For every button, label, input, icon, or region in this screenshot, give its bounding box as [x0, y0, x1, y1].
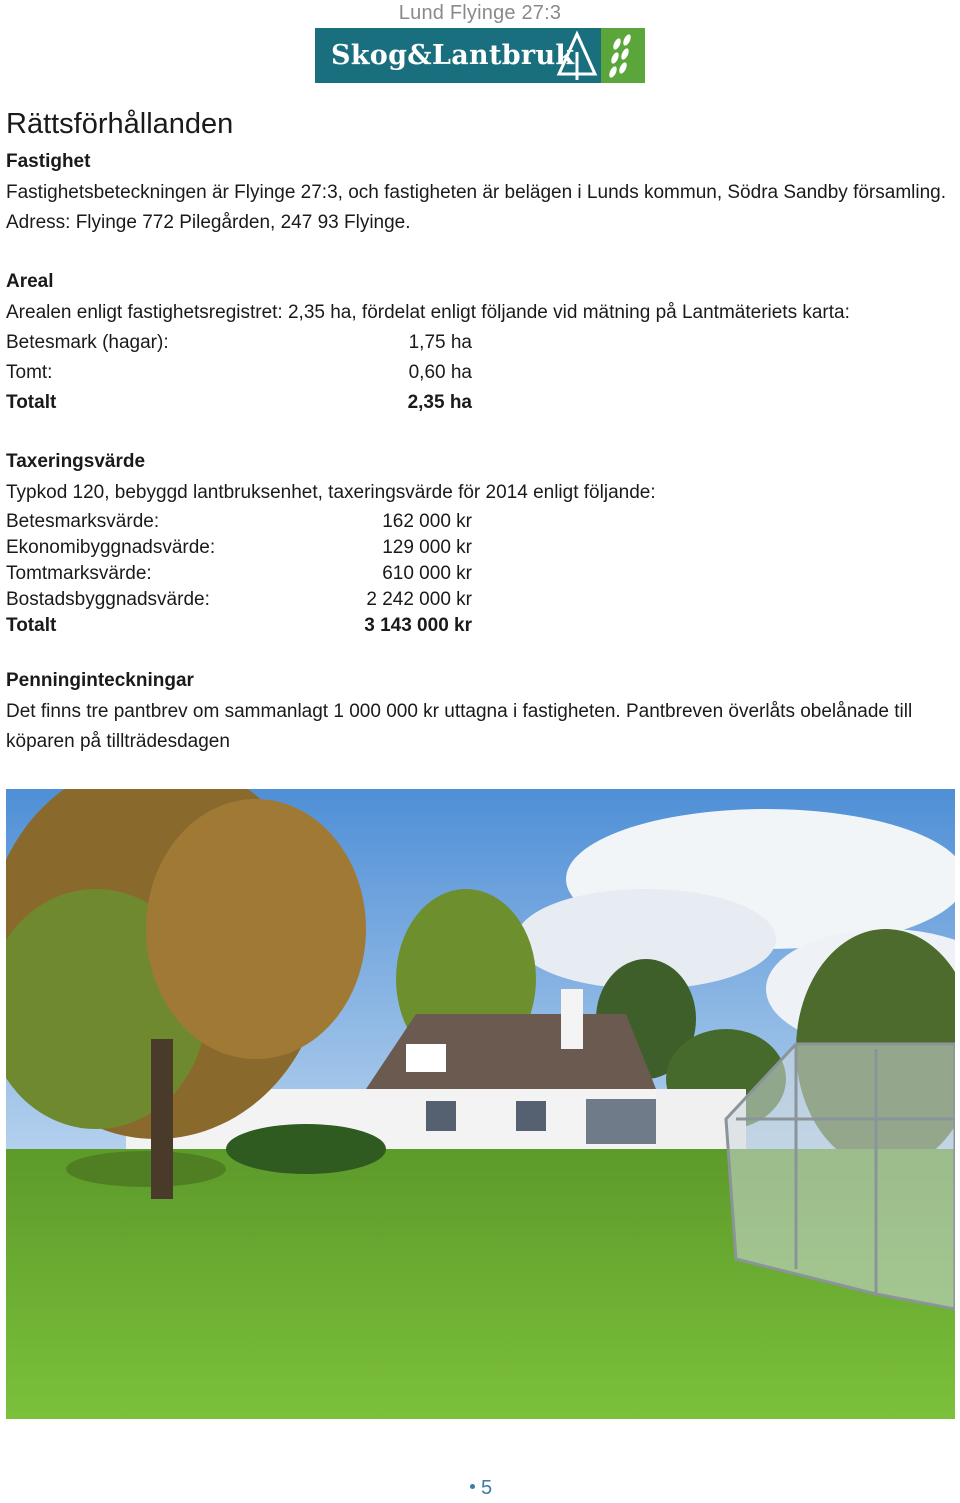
- fastighet-heading: Fastighet: [6, 151, 91, 172]
- logo-text: Skog&Lantbruk: [331, 40, 575, 71]
- pant-text: Det finns tre pantbrev om sammanlagt 1 000 000 kr uttagna i fastigheten. Pantbreven överlåts obelånade till köparen på tillträdesdagen: [6, 701, 913, 752]
- taxering-row: [6, 563, 472, 589]
- taxering-heading: Taxeringsvärde: [6, 451, 146, 472]
- areal-total-row: [6, 392, 472, 418]
- areal-row-value: 0,60 ha: [408, 362, 472, 383]
- areal-row: [6, 332, 472, 358]
- property-photo: [6, 789, 955, 1419]
- taxering-row-label: Ekonomibyggnadsvärde:: [6, 537, 216, 558]
- areal-total-value: 2,35 ha: [407, 392, 472, 413]
- areal-row-label: Tomt:: [6, 362, 53, 383]
- taxering-row-label: Tomtmarksvärde:: [6, 563, 152, 584]
- areal-heading: Areal: [6, 271, 54, 292]
- page-number: [470, 1477, 492, 1500]
- taxering-total-value: 3 143 000 kr: [364, 615, 472, 636]
- taxering-row-value: 610 000 kr: [382, 563, 472, 584]
- taxering-row: [6, 589, 472, 615]
- pant-heading: Penninginteckningar: [6, 670, 194, 691]
- property-name-header: Lund Flyinge 27:3: [398, 2, 562, 24]
- taxering-row: [6, 511, 472, 537]
- taxering-total-label: Totalt: [6, 615, 57, 636]
- taxering-row-label: Betesmarksvärde:: [6, 511, 160, 532]
- taxering-total-row: [6, 615, 472, 641]
- areal-intro: Arealen enligt fastighetsregistret: 2,35 ha, fördelat enligt följande vid mätning på Lantmäteriets karta:: [6, 302, 850, 323]
- taxering-row-value: 129 000 kr: [382, 537, 472, 558]
- fastighet-text: Fastighetsbeteckningen är Flyinge 27:3, och fastigheten är belägen i Lunds kommun, Södra Sandby församling. Adress: Flyinge 772 Pilegården, 247 93 Flyinge.: [6, 182, 947, 233]
- areal-row-label: Betesmark (hagar):: [6, 332, 169, 353]
- garden-house-illustration: [6, 789, 955, 1419]
- bullet-icon: [470, 1484, 475, 1489]
- areal-row-value: 1,75 ha: [408, 332, 472, 353]
- page-title: Rättsförhållanden: [6, 108, 234, 140]
- areal-row: [6, 362, 472, 388]
- page-number-value: 5: [481, 1477, 493, 1499]
- tree-leaf-logo-icon: [555, 28, 645, 83]
- taxering-row: [6, 537, 472, 563]
- taxering-row-label: Bostadsbyggnadsvärde:: [6, 589, 210, 610]
- areal-total-label: Totalt: [6, 392, 57, 413]
- taxering-intro: Typkod 120, bebyggd lantbruksenhet, taxeringsvärde för 2014 enligt följande:: [6, 482, 656, 503]
- skog-lantbruk-logo: [315, 28, 645, 83]
- taxering-row-value: 162 000 kr: [382, 511, 472, 532]
- taxering-row-value: 2 242 000 kr: [366, 589, 472, 610]
